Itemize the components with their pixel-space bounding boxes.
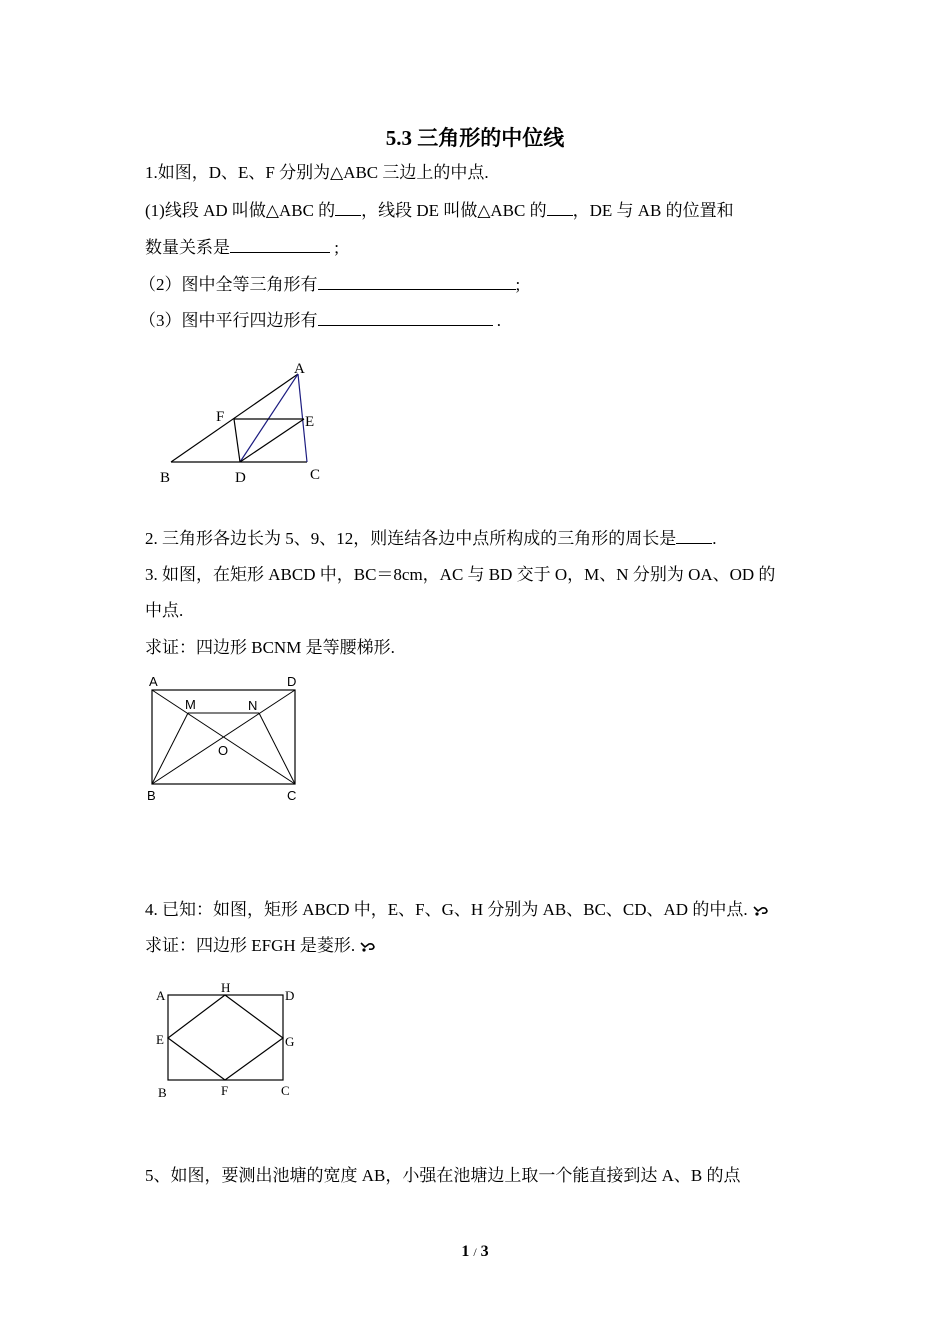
label-c: C bbox=[287, 788, 297, 803]
rhombus-efgh bbox=[168, 995, 283, 1080]
label-a: A bbox=[156, 988, 166, 1003]
label-c: C bbox=[281, 1083, 290, 1098]
label-a: A bbox=[294, 361, 305, 377]
q1-p1-text-d: 数量关系是 bbox=[145, 238, 230, 257]
q1-p3-text: （3）图中平行四边形有 bbox=[139, 311, 318, 330]
q2-end: . bbox=[712, 529, 717, 548]
rectangle-abcd bbox=[168, 995, 283, 1080]
label-b: B bbox=[158, 1085, 167, 1100]
q1-p2-end: ; bbox=[515, 275, 521, 294]
q2-text bbox=[145, 526, 717, 551]
answer-blank[interactable] bbox=[335, 198, 361, 216]
q1-p1-text-c: ，DE 与 AB 的位置和 bbox=[572, 201, 734, 220]
answer-blank[interactable] bbox=[318, 308, 493, 326]
segment-fd bbox=[234, 419, 240, 462]
label-f: F bbox=[216, 409, 225, 425]
q2-body: 2. 三角形各边长为 5、9、12，则连结各边中点所构成的三角形的周长是 bbox=[145, 529, 677, 548]
label-e: E bbox=[305, 414, 315, 430]
answer-blank[interactable] bbox=[318, 272, 516, 290]
page-number bbox=[0, 1243, 950, 1261]
q5-line1: 5、如图，要测出池塘的宽度 AB，小强在池塘边上取一个能直接到达 A、B 的点 bbox=[145, 1166, 741, 1185]
label-g: G bbox=[285, 1034, 295, 1049]
label-d: D bbox=[235, 470, 246, 486]
q3-line3: 求证：四边形 BCNM 是等腰梯形. bbox=[145, 638, 395, 657]
segment-ad bbox=[240, 374, 298, 462]
label-n: N bbox=[248, 698, 258, 713]
q3-line2: 中点. bbox=[145, 601, 184, 620]
label-d: D bbox=[287, 674, 297, 689]
q4-line2-text: 求证：四边形 EFGH 是菱形. bbox=[145, 936, 356, 955]
segment-nc bbox=[259, 713, 295, 784]
q1-part1-line1 bbox=[145, 198, 734, 223]
q1-triangle-figure bbox=[150, 352, 350, 492]
total-pages: 3 bbox=[480, 1243, 489, 1260]
q4-line1-text: 4. 已知：如图，矩形 ABCD 中，E、F、G、H 分别为 AB、BC、CD、AD 的中点. bbox=[145, 900, 748, 919]
q4-line1 bbox=[145, 898, 770, 922]
label-h: H bbox=[221, 980, 231, 995]
label-b: B bbox=[147, 788, 156, 803]
label-o: O bbox=[218, 743, 229, 758]
q1-part2 bbox=[139, 272, 520, 297]
label-b: B bbox=[160, 470, 171, 486]
return-mark-icon bbox=[752, 905, 770, 917]
q3-rectangle-figure bbox=[140, 670, 310, 805]
label-e: E bbox=[156, 1032, 164, 1047]
label-m: M bbox=[185, 697, 196, 712]
q1-p1-text-e: ; bbox=[330, 238, 339, 257]
return-mark-icon bbox=[359, 941, 377, 953]
current-page: 1 bbox=[461, 1243, 470, 1260]
side-ab bbox=[171, 374, 298, 462]
q1-p3-end: . bbox=[492, 311, 501, 330]
answer-blank[interactable] bbox=[547, 198, 573, 216]
label-d: D bbox=[285, 988, 295, 1003]
q1-part3 bbox=[139, 308, 501, 333]
answer-blank[interactable] bbox=[676, 526, 712, 544]
segment-de bbox=[240, 419, 304, 462]
q4-rhombus-figure bbox=[150, 978, 310, 1103]
q1-stem: 1.如图，D、E、F 分别为△ABC 三边上的中点. bbox=[145, 163, 489, 182]
page-title: 5.3 三角形的中位线 bbox=[385, 126, 565, 150]
q3-line1: 3. 如图，在矩形 ABCD 中，BC＝8cm，AC 与 BD 交于 O，M、N 分别为 OA、OD 的 bbox=[145, 565, 776, 584]
answer-blank[interactable] bbox=[230, 235, 330, 253]
label-f: F bbox=[221, 1083, 229, 1098]
q1-p2-text: （2）图中全等三角形有 bbox=[139, 275, 318, 294]
segment-mb bbox=[152, 713, 188, 784]
q4-line2 bbox=[145, 934, 377, 958]
q1-p1-text-b: ，线段 DE 叫做△ABC 的 bbox=[361, 201, 547, 220]
page-separator: / bbox=[473, 1245, 477, 1259]
label-c: C bbox=[310, 467, 321, 483]
label-a: A bbox=[149, 674, 158, 689]
q1-p1-text-a: (1)线段 AD 叫做△ABC 的 bbox=[145, 201, 336, 220]
q1-part1-line2 bbox=[145, 235, 339, 260]
